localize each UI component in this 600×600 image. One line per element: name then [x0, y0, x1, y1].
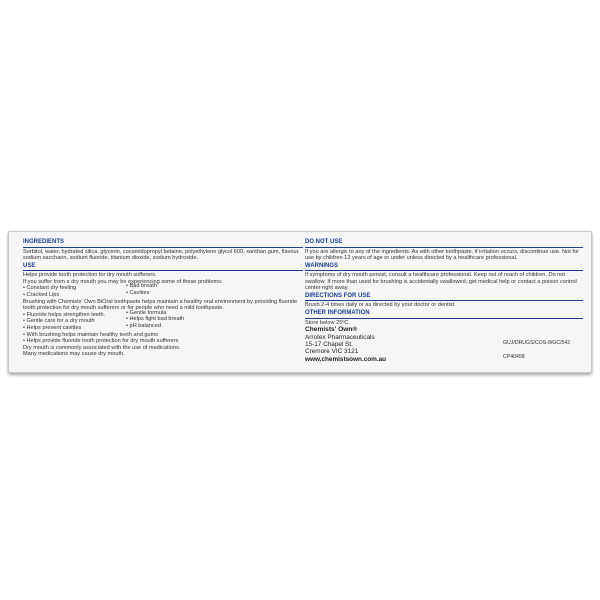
do-not-use-text: If you are allergic to any of the ingredients. As with other toothpaste, if irritation occurs, discontinue use. Not for use by children 12 years of age or under unless directed by a healthcare professional.	[305, 248, 579, 262]
list-item: • Helps prevent cavities	[23, 325, 126, 332]
brand-name: Chemists' Own®	[305, 326, 358, 334]
list-item: • Gentle formula	[126, 310, 276, 317]
list-item: • Fluoride helps strengthen teeth.	[23, 312, 126, 319]
list-item: • Helps fight bad breath	[126, 316, 276, 323]
left-column	[23, 238, 303, 358]
street-address: 15-17 Chapel St,	[305, 340, 353, 348]
list-item: • Helps provide fluoride tooth protection for dry mouth sufferers	[23, 338, 303, 345]
product-code: CP40458	[503, 354, 525, 360]
list-item: • Constant dry feeling	[23, 285, 126, 292]
ingredients-divider	[23, 247, 303, 248]
company-name: Arrotex Pharmaceuticals	[305, 333, 375, 341]
do-not-use-divider	[305, 247, 583, 248]
ingredients-heading: INGREDIENTS	[23, 239, 65, 245]
website-link[interactable]: www.chemistsown.com.au	[305, 355, 387, 363]
license-code: GUJ/DRUGS/COS-8/GC/542	[503, 340, 571, 346]
use-heading: USE	[23, 262, 36, 269]
other-info-heading: OTHER INFORMATION	[305, 310, 370, 317]
list-item: • Gentle care for a dry mouth	[23, 318, 126, 325]
use-closing-2: Many medications may cause dry mouth.	[23, 351, 125, 358]
list-item: • Cracked Lips	[23, 292, 126, 299]
use-divider	[23, 270, 303, 271]
city-address: Cremore VIC 3121	[305, 348, 359, 356]
directions-text: Brush 2-4 times daily or as directed by your doctor or dentist.	[305, 302, 456, 309]
other-info-divider	[305, 318, 583, 319]
list-item: • Bad breath	[126, 283, 276, 290]
warnings-divider	[305, 270, 583, 271]
problems-list	[23, 285, 303, 298]
more-benefits-list	[23, 332, 303, 345]
use-intro-1: Helps provide tooth protection for dry mouth sufferers.	[23, 272, 157, 279]
warnings-text: If symptoms of dry mouth persist, consult a healthcare professional. Keep out of reach of children. Do not swallow. If more than used for brushing is accidentally swallowed, get medical help or contact a poison control center right away.	[305, 272, 577, 292]
benefits-list	[23, 309, 303, 332]
use-intro-2: If you suffer from a dry mouth you may be experiencing some of these problems:	[23, 278, 223, 285]
use-closing-1: Dry mouth is commonly associated with the use of medications.	[23, 344, 181, 351]
list-item: • Cavities	[126, 290, 276, 297]
ingredients-text: Sorbitol, water, hydrated silica, glycerin, cocamidopropyl betaine, polyethylene glycol 600, xanthan gum, flavour, sodium saccharin, sodium fluoride, titanium dioxide, sodium hydroxide.	[23, 248, 300, 262]
other-info-text: Store below 25ºC.	[305, 319, 350, 326]
list-item: • pH balanced	[126, 323, 276, 330]
warnings-heading: WARNINGS	[305, 262, 338, 269]
use-paragraph: Brushing with Chemists' Own BiOral toothpaste helps maintain a healthy oral environment by providing fluoride tooth protection for dry mouth sufferers or for people who need a mild toothpaste.	[23, 298, 298, 312]
product-info-panel	[8, 231, 592, 373]
do-not-use-heading: DO NOT USE	[305, 239, 343, 245]
list-item: • With brushing helps maintain healthy teeth and gums	[23, 332, 303, 339]
directions-divider	[305, 300, 583, 301]
directions-heading: DIRECTIONS FOR USE	[305, 292, 371, 299]
